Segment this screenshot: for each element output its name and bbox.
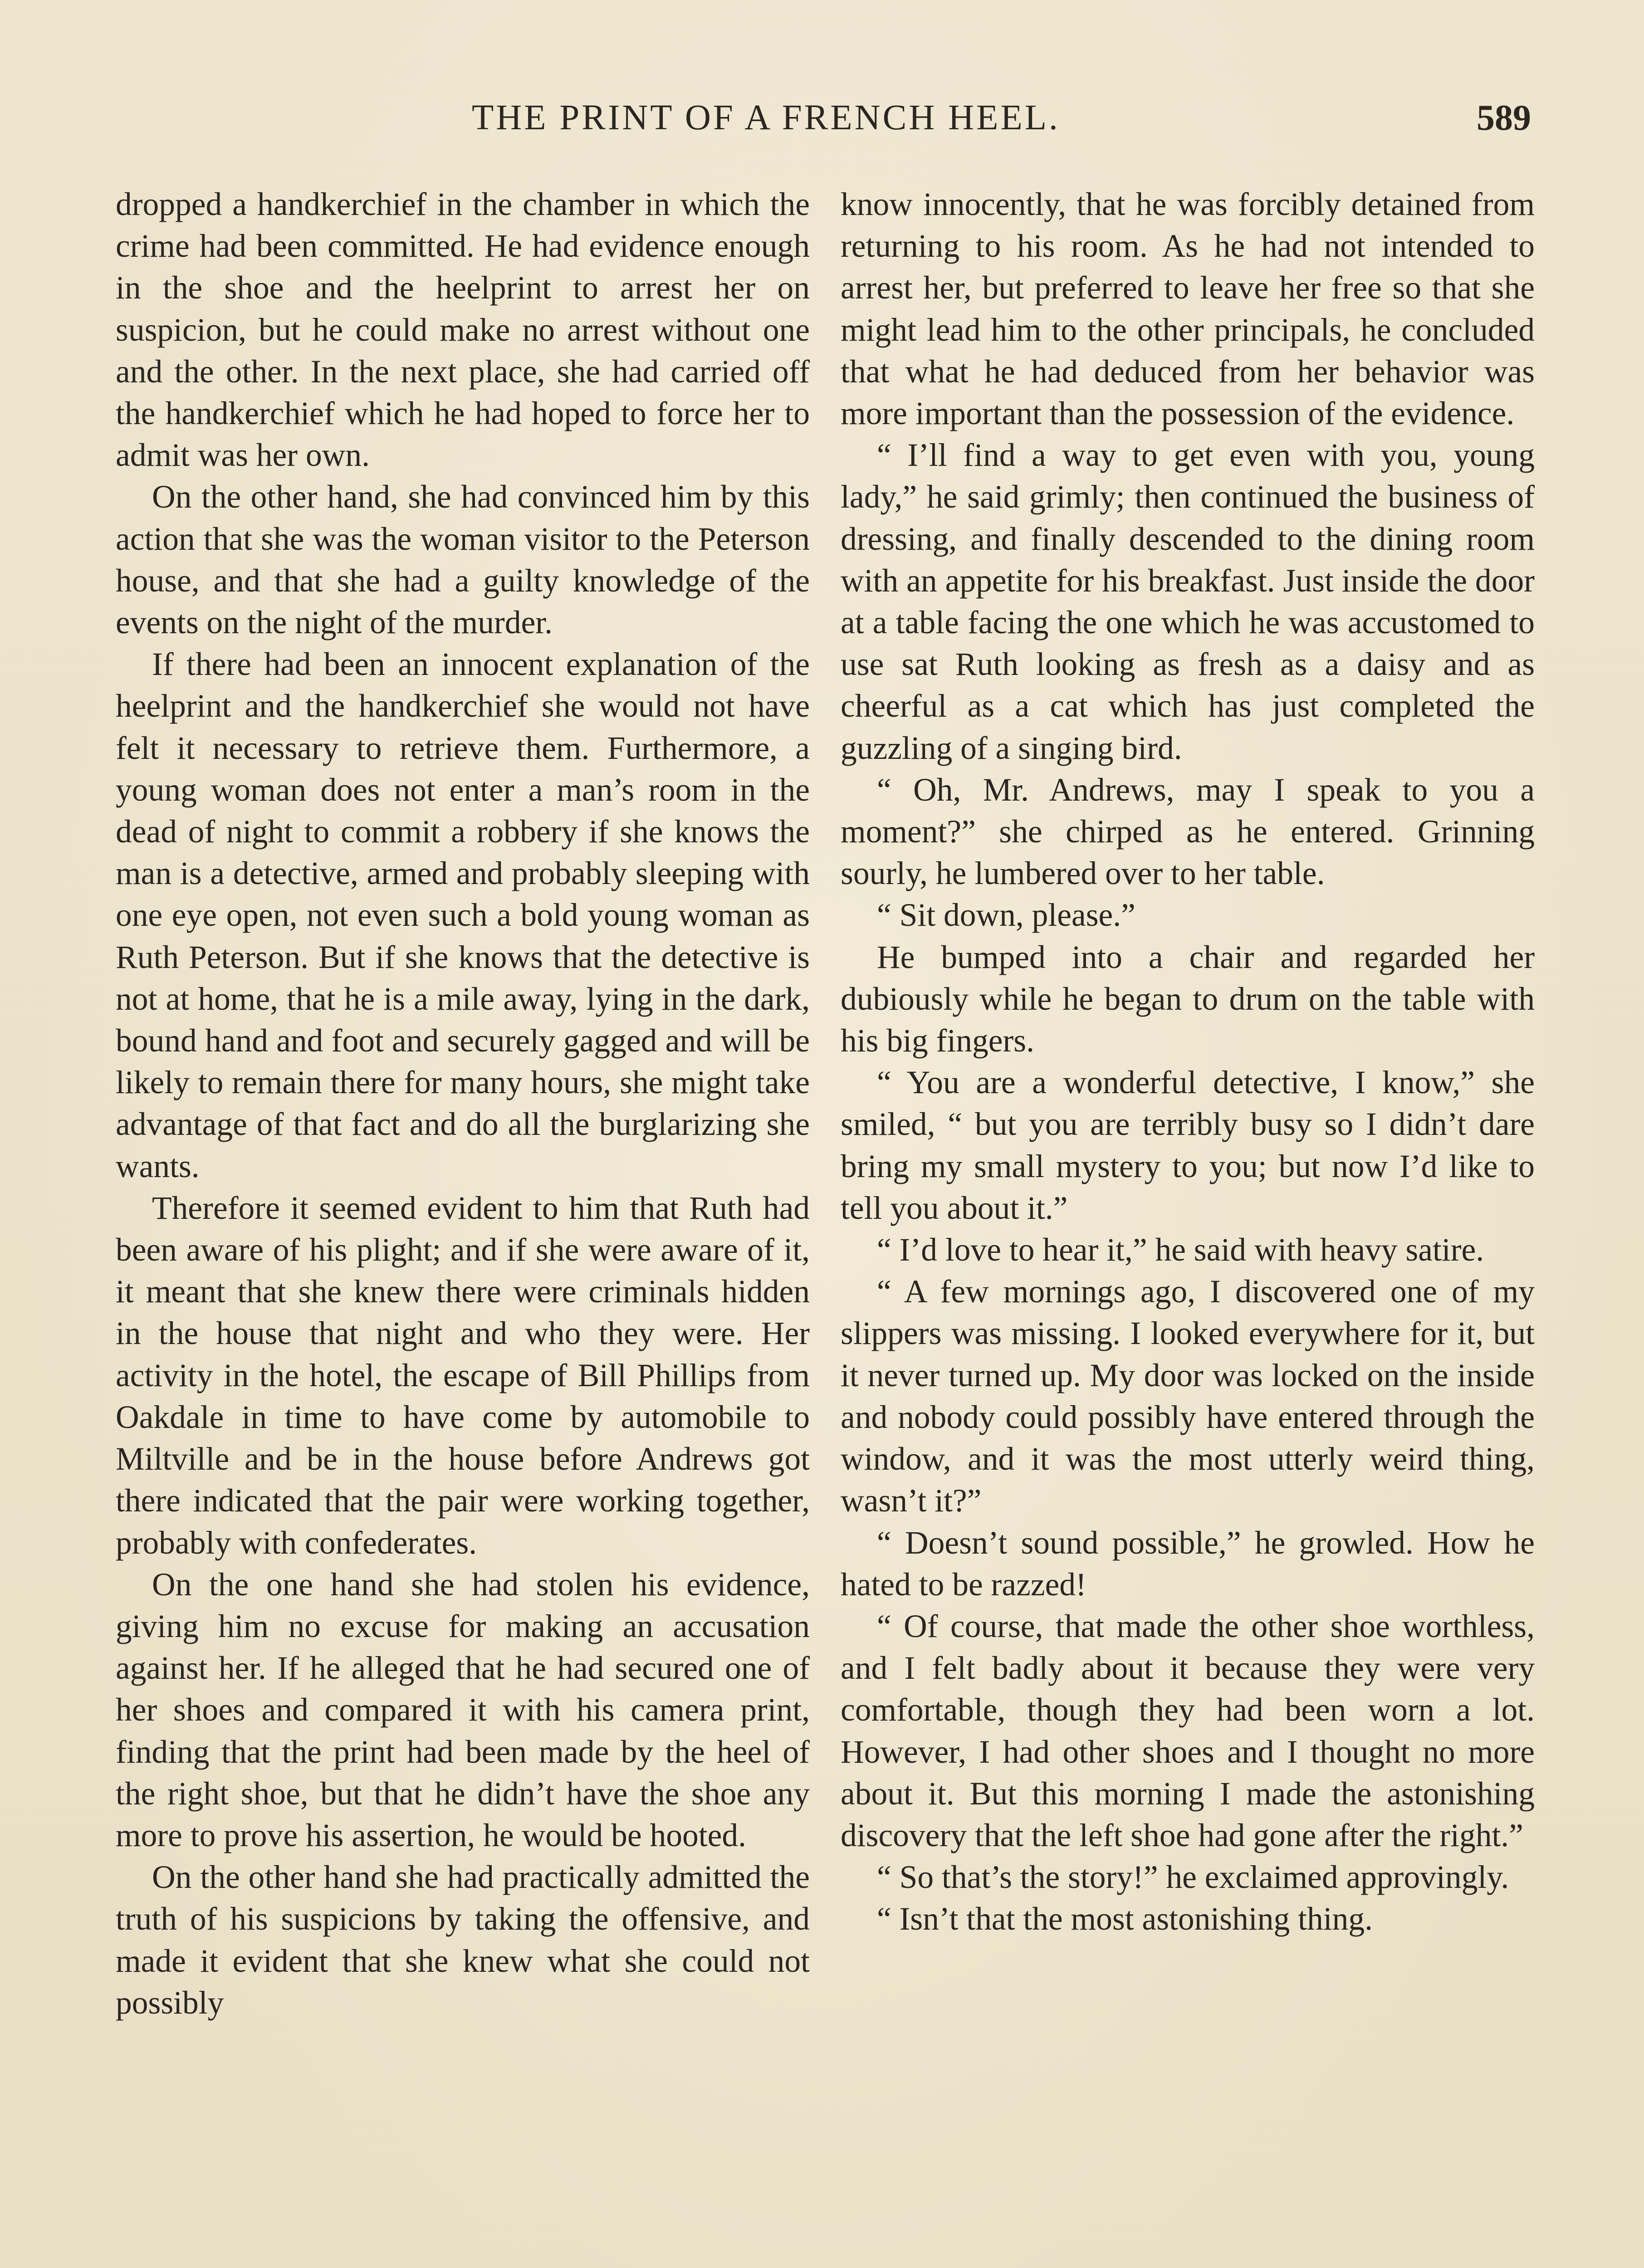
paragraph: On the other hand, she had convinced him by this action that she was the woman visitor to the Peterson house, and that she had a guilty knowledge of the events on the night of the murder. [116,479,810,641]
paragraph: “ Sit down, please.” [877,897,1135,934]
paragraph: “ A few mornings ago, I discovered one of my slippers was missing. I looked everywhere for it, but it never turned up. My door was locked on the inside and nobody could possibly have entered through the window, and it was the most utterly weird thing, wasn’t it?” [841,1274,1535,1519]
paragraph: “ Isn’t that the most astonishing thing. [877,1901,1373,1937]
paragraph: “ Doesn’t sound possible,” he growled. How he hated to be razzed! [841,1525,1535,1603]
paragraph: “ I’d love to hear it,” he said with heavy satire. [877,1232,1484,1268]
paragraph: “ Oh, Mr. Andrews, may I speak to you a moment?” she chirped as he entered. Grinning sourly, he lumbered over to her table. [841,772,1535,892]
paragraph: know innocently, that he was forcibly detained from returning to his room. As he had not intended to arrest her, but preferred to leave her free so that she might lead him to the other principals, he concluded that what he had deduced from her behavior was more important than the possession of the evidence. [841,186,1535,432]
paragraph: If there had been an innocent explanation of the heelprint and the handkerchief she would not have felt it necessary to retrieve them. Furthermore, a young woman does not enter a man’s room in the dead of night to commit a robbery if she knows the man is a detective, armed and probably sleeping with one eye open, not even such a bold young woman as Ruth Peterson. But if she knows that the detective is not at home, that he is a mile away, lying in the dark, bound hand and foot and securely gagged and will be likely to remain there for many hours, she might take advantage of that fact and do all the burglarizing she wants. [116,646,810,1184]
left-column [116,184,810,2024]
paragraph: “ Of course, that made the other shoe worthless, and I felt badly about it because they were very comfortable, though they had been worn a lot. However, I had other shoes and I thought no more about it. But this morning I made the astonishing discovery that the left shoe had gone after the right.” [841,1608,1535,1853]
paragraph: On the other hand she had practically admitted the truth of his suspicions by taking the offensive, and made it evident that she knew what she could not possibly [116,1859,810,2021]
page-number: 589 [1477,98,1531,138]
paragraph: On the one hand she had stolen his evidence, giving him no excuse for making an accusation against her. If he alleged that he had secured one of her shoes and compared it with his camera print, finding that the print had been made by the heel of the right shoe, but that he didn’t have the shoe any more to prove his assertion, he would be hooted. [116,1566,810,1853]
paragraph: dropped a handkerchief in the chamber in which the crime had been committed. He had evidence enough in the shoe and the heelprint to arrest her on suspicion, but he could make no arrest without one and the other. In the next place, she had carried off the handkerchief which he had hoped to force her to admit was her own. [116,186,810,474]
right-column [841,184,1535,1941]
paragraph: Therefore it seemed evident to him that Ruth had been aware of his plight; and if she were aware of it, it meant that she knew there were criminals hidden in the house that night and who they were. Her activity in the hotel, the escape of Bill Phillips from Oakdale in time to have come by automobile to Miltville and be in the house before Andrews got there indicated that the pair were working together, probably with confederates. [116,1190,810,1561]
paragraph: “ You are a wonderful detective, I know,” she smiled, “ but you are terribly busy so I didn’t dare bring my small mystery to you; but now I’d like to tell you about it.” [841,1065,1535,1226]
paragraph: He bumped into a chair and regarded her dubiously while he began to drum on the table with his big fingers. [841,939,1535,1059]
paragraph: “ I’ll find a way to get even with you, young lady,” he said grimly; then continued the business of dressing, and finally descended to the dining room with an appetite for his breakfast. Just inside the door at a table facing the one which he was accustomed to use sat Ruth looking as fresh as a daisy and as cheerful as a cat which has just completed the guzzling of a singing bird. [841,437,1535,766]
running-head: THE PRINT OF A FRENCH HEEL. [472,98,1060,137]
paragraph: “ So that’s the story!” he exclaimed approvingly. [877,1859,1509,1896]
